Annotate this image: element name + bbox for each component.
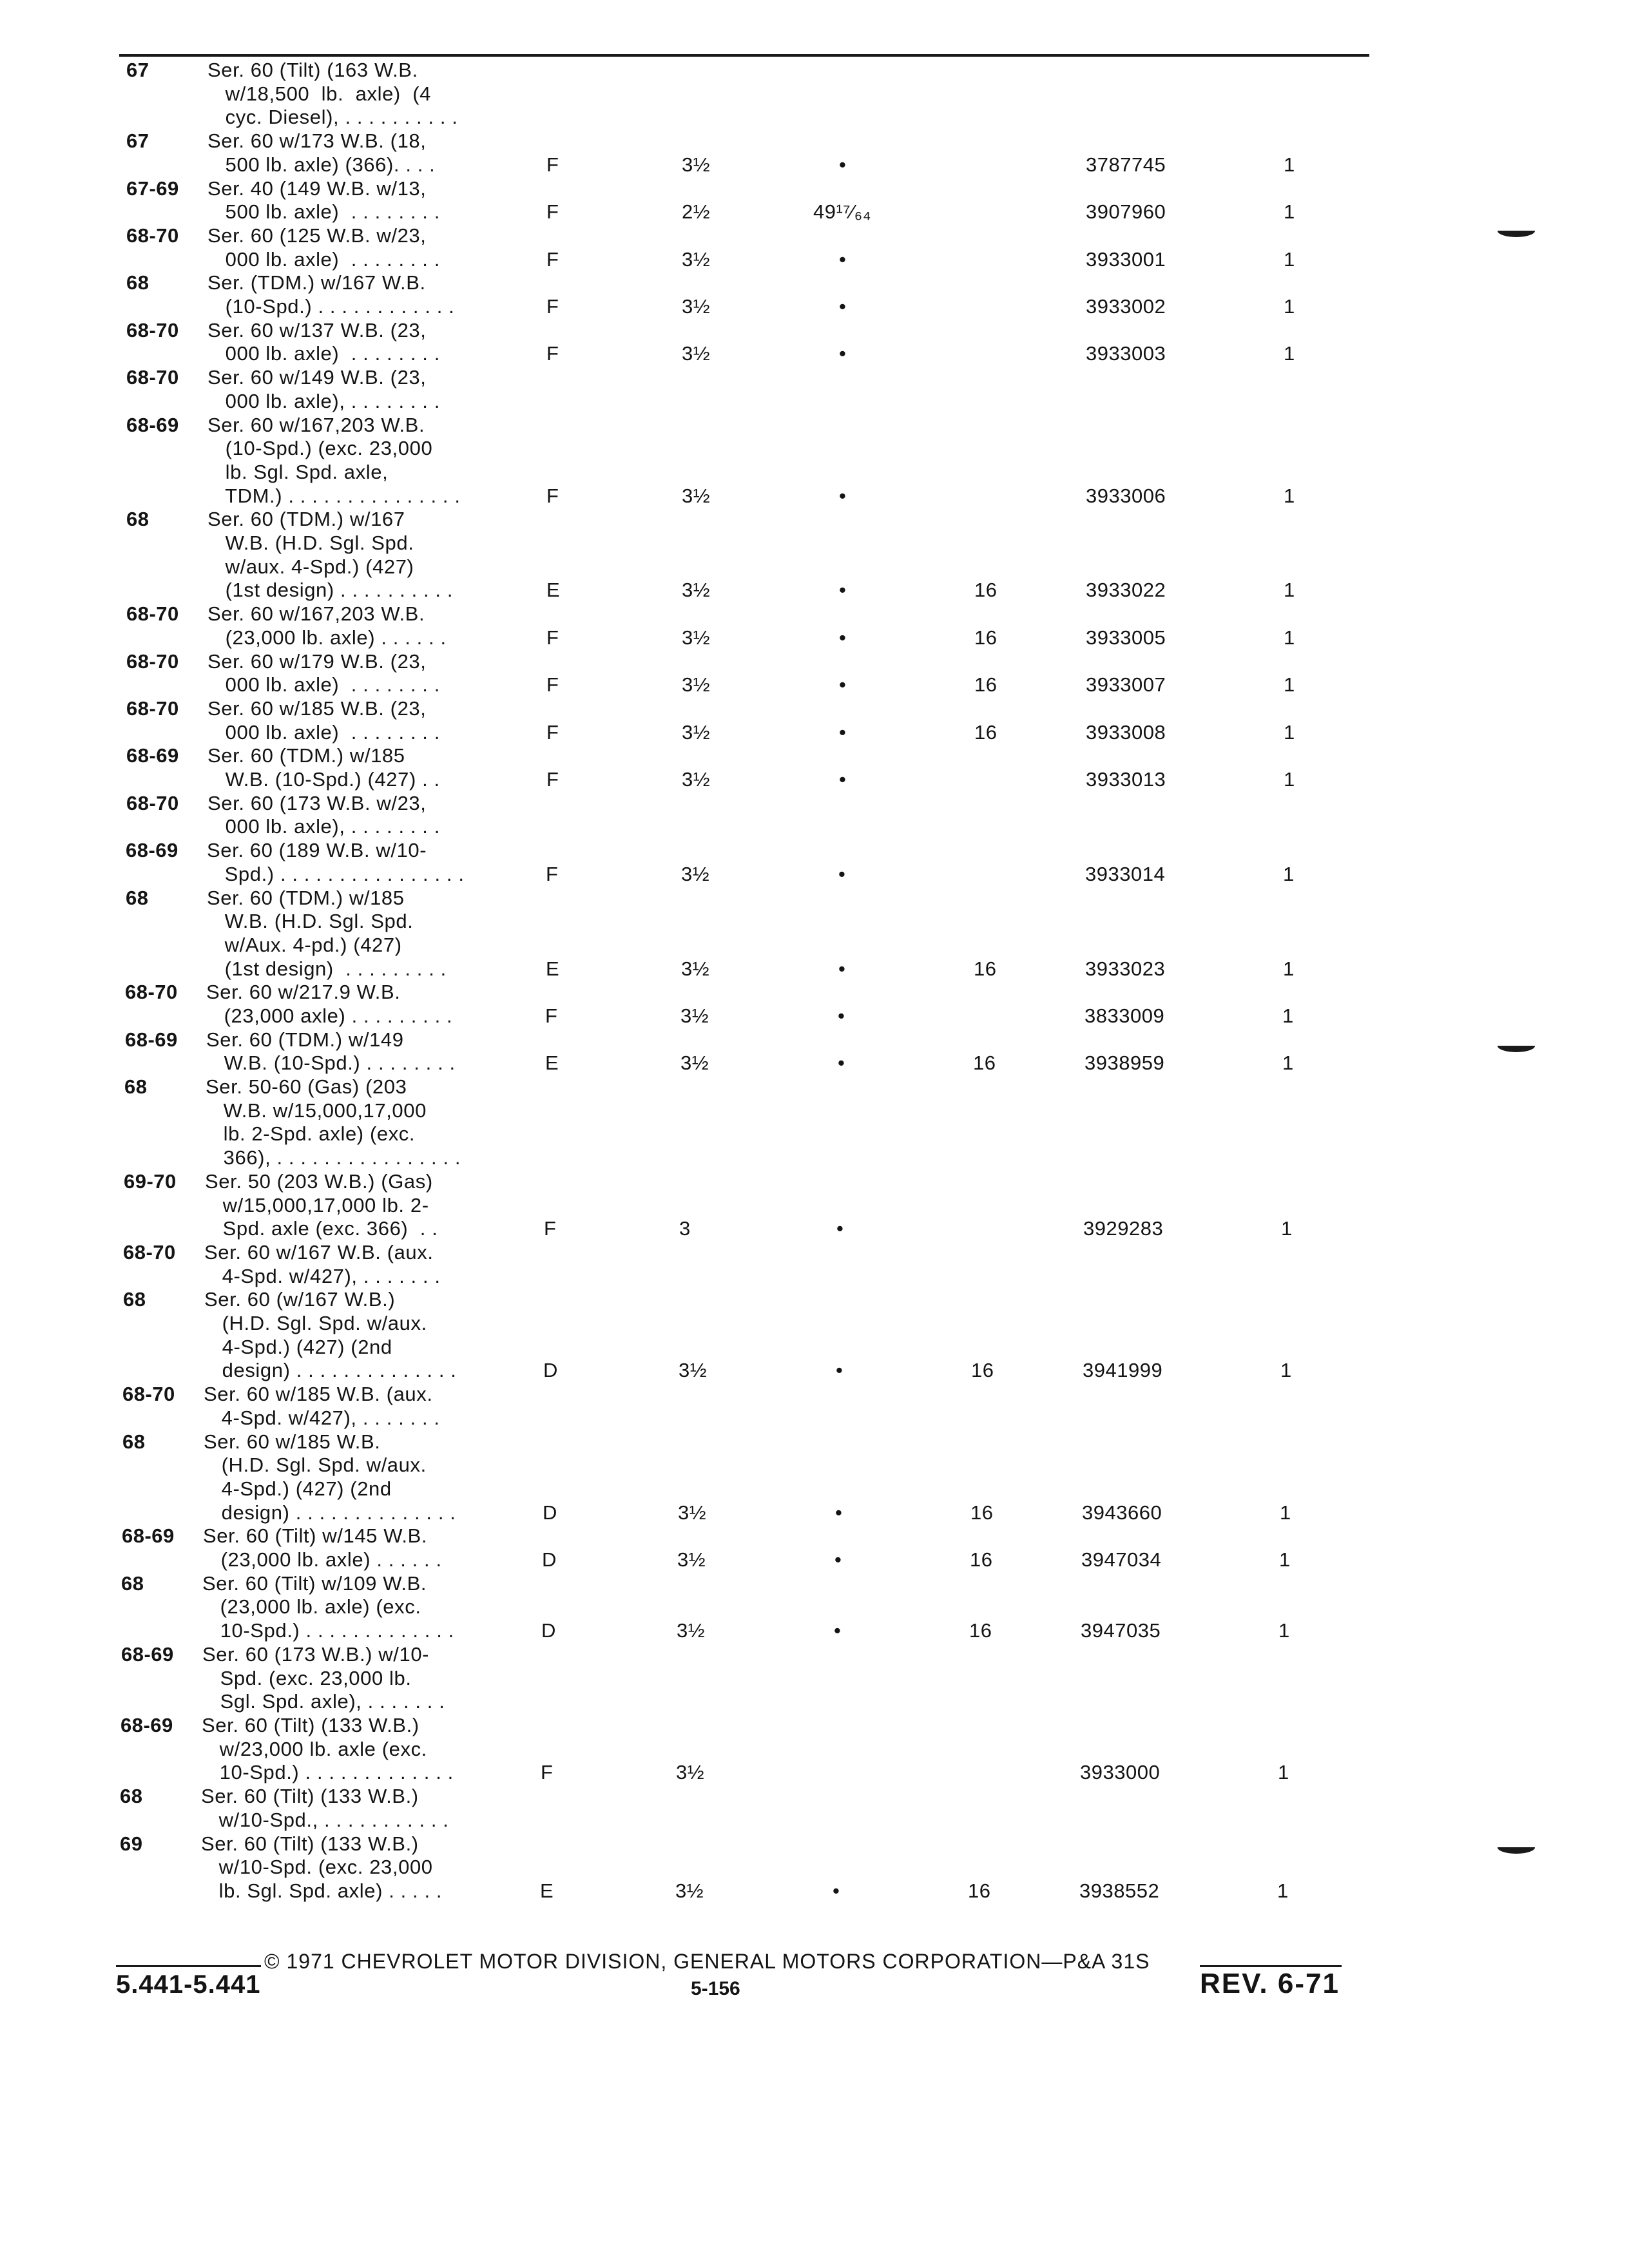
description-line: Ser. 60 (TDM.) w/167 — [207, 508, 405, 531]
description-line: Ser. 60 w/185 W.B. — [204, 1430, 381, 1453]
description-line: W.B. w/15,000,17,000 — [206, 1099, 427, 1122]
model-year: 69-70 — [124, 1169, 177, 1193]
part-number: 3933001 — [1086, 247, 1166, 271]
part-number: 3943660 — [1082, 1501, 1162, 1524]
model-year: 68-69 — [120, 1714, 173, 1736]
gauge-code: F — [546, 720, 559, 744]
quantity: 1 — [1282, 1004, 1294, 1027]
width-value: 3½ — [681, 957, 710, 980]
description-line: 4-Spd.) (427) (2nd — [204, 1477, 392, 1500]
part-number: 3907960 — [1086, 200, 1166, 224]
description-line: Ser. 60 (TDM.) w/185 — [207, 744, 405, 767]
width-value: 3½ — [682, 626, 711, 649]
thickness-value: 16 — [969, 1619, 992, 1642]
dimension-value: • — [838, 957, 846, 980]
width-value: 3½ — [682, 579, 711, 602]
description-line: 4-Spd. w/427), . . . . . . . — [204, 1406, 440, 1429]
width-value: 3½ — [675, 1879, 704, 1902]
model-year: 68-70 — [126, 649, 179, 673]
description-line: w/10-Spd. (exc. 23,000 — [201, 1856, 433, 1879]
gauge-code: E — [545, 1052, 559, 1075]
model-year: 68-70 — [126, 318, 179, 341]
description-line: (23,000 lb. axle) . . . . . . — [203, 1548, 442, 1571]
quantity: 1 — [1280, 1501, 1291, 1524]
margin-mark — [1498, 1847, 1535, 1854]
part-number: 3933000 — [1080, 1761, 1161, 1784]
model-year: 68-69 — [121, 1642, 174, 1666]
part-number: 3933013 — [1086, 767, 1166, 791]
description-line: lb. Sgl. Spd. axle) . . . . . — [201, 1879, 443, 1902]
quantity: 1 — [1277, 1879, 1289, 1902]
quantity: 1 — [1282, 1052, 1294, 1075]
part-number: 3933002 — [1086, 294, 1166, 318]
width-value: 3½ — [680, 1004, 709, 1027]
description-line: Ser. 60 (Tilt) w/145 W.B. — [203, 1524, 428, 1548]
part-number: 3929283 — [1083, 1217, 1164, 1240]
model-year: 68-69 — [126, 839, 178, 862]
description-line: Ser. 60 (125 W.B. w/23, — [207, 224, 427, 247]
dimension-value: • — [839, 673, 847, 697]
gauge-code: F — [545, 1004, 558, 1027]
thickness-value: 16 — [974, 579, 998, 602]
dimension-value: • — [834, 1619, 842, 1642]
description-line: w/10-Spd., . . . . . . . . . . . — [201, 1808, 449, 1831]
margin-mark — [1498, 231, 1535, 237]
description-line: Ser. 60 (Tilt) (133 W.B.) — [201, 1785, 419, 1808]
footer-rule-right — [1200, 1965, 1342, 1967]
description-line: TDM.) . . . . . . . . . . . . . . . — [207, 484, 461, 507]
description-line: Ser. 60 (173 W.B. w/23, — [207, 791, 427, 814]
description-line: 500 lb. axle) (366). . . . — [207, 153, 436, 176]
description-line: Ser. 60 w/185 W.B. (aux. — [204, 1383, 433, 1406]
dimension-value: • — [839, 767, 847, 791]
width-value: 3½ — [682, 767, 711, 791]
description-line: Ser. 60 w/137 W.B. (23, — [207, 318, 427, 341]
description-line: 10-Spd.) . . . . . . . . . . . . . — [202, 1761, 454, 1784]
quantity: 1 — [1284, 247, 1295, 271]
thickness-value: 16 — [974, 626, 998, 649]
description-line: Ser. 60 w/149 W.B. (23, — [207, 366, 427, 389]
gauge-code: F — [546, 153, 559, 176]
footer-rule-left — [116, 1965, 261, 1967]
model-year: 68-69 — [126, 744, 179, 767]
width-value: 3½ — [676, 1761, 705, 1784]
quantity: 1 — [1284, 673, 1295, 697]
model-year: 68 — [126, 271, 149, 294]
width-value: 3 — [679, 1217, 691, 1240]
part-number: 3933022 — [1086, 579, 1166, 602]
model-year: 68-70 — [126, 602, 179, 626]
quantity: 1 — [1283, 862, 1295, 885]
part-number: 3933006 — [1086, 484, 1166, 507]
description-line: 4-Spd. w/427), . . . . . . . — [204, 1264, 441, 1287]
quantity: 1 — [1284, 342, 1295, 365]
top-rule — [119, 54, 1369, 57]
description-line: w/aux. 4-Spd.) (427) — [207, 555, 414, 578]
description-line: Ser. 60 w/167 W.B. (aux. — [204, 1241, 434, 1264]
description-line: W.B. (H.D. Sgl. Spd. — [207, 531, 414, 554]
dimension-value: • — [839, 720, 847, 744]
quantity: 1 — [1284, 626, 1295, 649]
gauge-code: D — [542, 1548, 557, 1571]
part-number: 3933023 — [1085, 957, 1166, 980]
width-value: 3½ — [682, 484, 711, 507]
model-year: 68-69 — [125, 1028, 178, 1051]
dimension-value: • — [836, 1359, 843, 1382]
model-year: 68 — [126, 508, 149, 531]
model-year: 68-70 — [126, 791, 179, 814]
gauge-code: F — [546, 294, 559, 318]
description-line: Ser. 50-60 (Gas) (203 — [206, 1075, 407, 1099]
width-value: 3½ — [682, 153, 711, 176]
model-year: 68 — [120, 1785, 143, 1808]
description-line: (H.D. Sgl. Spd. w/aux. — [204, 1454, 427, 1477]
quantity: 1 — [1279, 1548, 1291, 1571]
dimension-value: • — [839, 484, 847, 507]
thickness-value: 16 — [973, 1052, 996, 1075]
description-line: Spd. (exc. 23,000 lb. — [202, 1666, 412, 1689]
description-line: Ser. 40 (149 W.B. w/13, — [207, 177, 427, 200]
description-line: 000 lb. axle), . . . . . . . . — [207, 389, 440, 412]
description-line: (10-Spd.) . . . . . . . . . . . . — [207, 294, 455, 318]
description-line: lb. Sgl. Spd. axle, — [207, 460, 389, 483]
gauge-code: F — [546, 484, 559, 507]
part-number: 3787745 — [1086, 153, 1166, 176]
part-number: 3933005 — [1086, 626, 1166, 649]
description-line: Ser. 60 (w/167 W.B.) — [204, 1288, 396, 1311]
gauge-code: F — [546, 342, 559, 365]
model-year: 68 — [124, 1075, 148, 1099]
description-line: Ser. 60 w/179 W.B. (23, — [207, 649, 427, 673]
width-value: 3½ — [680, 1052, 709, 1075]
description-line: Ser. 60 w/167,203 W.B. — [207, 413, 425, 436]
thickness-value: 16 — [974, 720, 998, 744]
width-value: 3½ — [682, 294, 711, 318]
width-value: 3½ — [682, 342, 711, 365]
description-line: 4-Spd.) (427) (2nd — [204, 1335, 392, 1358]
thickness-value: 16 — [970, 1501, 994, 1524]
quantity: 1 — [1280, 1359, 1292, 1382]
part-number: 3938959 — [1084, 1052, 1165, 1075]
gauge-code: D — [543, 1501, 557, 1524]
description-line: Ser. (TDM.) w/167 W.B. — [207, 271, 426, 294]
description-line: 500 lb. axle) . . . . . . . . — [207, 200, 440, 224]
quantity: 1 — [1284, 720, 1295, 744]
width-value: 3½ — [678, 1501, 707, 1524]
thickness-value: 16 — [968, 1879, 991, 1902]
dimension-value: • — [836, 1217, 844, 1240]
description-line: W.B. (10-Spd.) . . . . . . . . — [206, 1052, 456, 1075]
model-year: 68 — [122, 1430, 146, 1453]
description-line: Spd.) . . . . . . . . . . . . . . . . — [207, 862, 465, 885]
model-year: 67 — [126, 59, 149, 81]
description-line: lb. 2-Spd. axle) (exc. — [206, 1122, 416, 1146]
model-year: 68-70 — [126, 224, 179, 247]
description-line: 000 lb. axle) . . . . . . . . — [207, 247, 440, 271]
description-line: design) . . . . . . . . . . . . . . — [204, 1501, 456, 1524]
description-line: Sgl. Spd. axle), . . . . . . . — [202, 1690, 445, 1713]
footer-page-number: 5-156 — [691, 1978, 740, 1999]
part-number: 3933003 — [1086, 342, 1166, 365]
description-line: w/18,500 lb. axle) (4 — [207, 82, 432, 105]
margin-mark — [1498, 1046, 1535, 1052]
description-line: (H.D. Sgl. Spd. w/aux. — [204, 1312, 427, 1335]
gauge-code: F — [546, 767, 559, 791]
description-line: Ser. 60 w/185 W.B. (23, — [207, 697, 427, 720]
gauge-code: D — [541, 1619, 556, 1642]
gauge-code: F — [541, 1761, 554, 1784]
description-line: w/Aux. 4-pd.) (427) — [207, 933, 402, 956]
quantity: 1 — [1284, 200, 1295, 224]
footer-revision: REV. 6-71 — [1200, 1968, 1340, 1999]
gauge-code: E — [546, 579, 561, 602]
part-number: 3933007 — [1086, 673, 1166, 697]
gauge-code: F — [544, 1217, 557, 1240]
gauge-code: F — [546, 862, 559, 885]
part-number: 3933008 — [1086, 720, 1166, 744]
gauge-code: F — [546, 626, 559, 649]
part-number: 3947035 — [1081, 1619, 1161, 1642]
model-year: 68-70 — [122, 1383, 175, 1406]
description-line: 10-Spd.) . . . . . . . . . . . . . — [202, 1619, 454, 1642]
model-year: 68 — [126, 886, 149, 909]
dimension-value: • — [835, 1501, 843, 1524]
description-line: 000 lb. axle) . . . . . . . . — [207, 673, 440, 697]
description-line: Ser. 60 w/173 W.B. (18, — [207, 130, 427, 153]
quantity: 1 — [1278, 1761, 1289, 1784]
model-year: 68-70 — [125, 981, 178, 1004]
part-number: 3933014 — [1085, 862, 1166, 885]
width-value: 2½ — [682, 200, 711, 224]
quantity: 1 — [1281, 1217, 1293, 1240]
description-line: Spd. axle (exc. 366) . . — [205, 1217, 438, 1240]
description-line: Ser. 60 w/217.9 W.B. — [206, 981, 401, 1004]
width-value: 3½ — [679, 1359, 708, 1382]
width-value: 3½ — [677, 1619, 706, 1642]
dimension-value: • — [833, 1879, 840, 1902]
model-year: 68-69 — [122, 1524, 175, 1548]
model-year: 67 — [126, 130, 149, 153]
quantity: 1 — [1283, 957, 1295, 980]
dimension-value: • — [839, 342, 847, 365]
description-line: cyc. Diesel), . . . . . . . . . . — [207, 106, 458, 129]
dimension-value: • — [838, 1004, 845, 1027]
description-line: 000 lb. axle), . . . . . . . . — [207, 815, 440, 838]
dimension-value: • — [839, 294, 847, 318]
dimension-value: 49¹⁷⁄₆₄ — [813, 200, 871, 224]
thickness-value: 16 — [974, 673, 998, 697]
description-line: W.B. (10-Spd.) (427) . . — [207, 767, 440, 791]
part-number: 3938552 — [1079, 1879, 1160, 1902]
description-line: 000 lb. axle) . . . . . . . . — [207, 342, 440, 365]
dimension-value: • — [838, 862, 846, 885]
part-number: 3941999 — [1083, 1359, 1163, 1382]
description-line: (1st design) . . . . . . . . . — [207, 957, 447, 980]
description-line: W.B. (H.D. Sgl. Spd. — [207, 910, 414, 933]
model-year: 68-70 — [126, 366, 179, 389]
dimension-value: • — [839, 579, 847, 602]
footer-copyright: © 1971 CHEVROLET MOTOR DIVISION, GENERAL MOTORS CORPORATION—P&A 31S — [264, 1950, 1150, 1973]
description-line: Ser. 50 (203 W.B.) (Gas) — [205, 1169, 433, 1193]
part-number: 3947034 — [1081, 1548, 1162, 1571]
description-line: (23,000 axle) . . . . . . . . . — [206, 1004, 453, 1027]
model-year: 68-70 — [123, 1241, 176, 1264]
dimension-value: • — [839, 153, 847, 176]
gauge-code: F — [546, 200, 559, 224]
quantity: 1 — [1284, 153, 1295, 176]
gauge-code: E — [546, 957, 560, 980]
description-line: 000 lb. axle) . . . . . . . . — [207, 720, 440, 744]
model-year: 68 — [123, 1288, 146, 1311]
description-line: Ser. 60 w/167,203 W.B. — [207, 602, 425, 626]
quantity: 1 — [1284, 767, 1295, 791]
gauge-code: E — [540, 1879, 554, 1902]
dimension-value: • — [839, 626, 847, 649]
dimension-value: • — [834, 1548, 842, 1571]
description-line: w/23,000 lb. axle (exc. — [202, 1737, 427, 1760]
description-line: Ser. 60 (189 W.B. w/10- — [207, 839, 427, 862]
model-year: 68-69 — [126, 413, 179, 436]
gauge-code: F — [546, 247, 559, 271]
description-line: Ser. 60 (Tilt) w/109 W.B. — [202, 1571, 427, 1595]
model-year: 69 — [120, 1832, 143, 1855]
quantity: 1 — [1284, 294, 1295, 318]
model-year: 68-70 — [126, 697, 179, 720]
quantity: 1 — [1278, 1619, 1290, 1642]
quantity: 1 — [1284, 579, 1295, 602]
description-line: w/15,000,17,000 lb. 2- — [205, 1193, 429, 1216]
description-line: Ser. 60 (173 W.B.) w/10- — [202, 1642, 430, 1666]
dimension-value: • — [838, 1052, 845, 1075]
description-line: Ser. 60 (Tilt) (133 W.B.) — [201, 1832, 419, 1855]
description-line: Ser. 60 (Tilt) (133 W.B.) — [202, 1714, 419, 1736]
gauge-code: D — [543, 1359, 558, 1382]
width-value: 3½ — [682, 247, 711, 271]
description-line: 366), . . . . . . . . . . . . . . . . — [206, 1146, 461, 1169]
gauge-code: F — [546, 673, 559, 697]
thickness-value: 16 — [971, 1359, 994, 1382]
thickness-value: 16 — [970, 1548, 993, 1571]
width-value: 3½ — [677, 1548, 706, 1571]
model-year: 68 — [121, 1571, 144, 1595]
dimension-value: • — [839, 247, 847, 271]
width-value: 3½ — [682, 673, 711, 697]
description-line: (10-Spd.) (exc. 23,000 — [207, 437, 433, 460]
model-year: 67-69 — [126, 177, 179, 200]
width-value: 3½ — [682, 720, 711, 744]
description-line: (23,000 lb. axle) . . . . . . — [207, 626, 447, 649]
footer-section-number: 5.441-5.441 — [116, 1970, 261, 1999]
description-line: design) . . . . . . . . . . . . . . — [204, 1359, 457, 1382]
part-number: 3833009 — [1084, 1004, 1165, 1027]
quantity: 1 — [1284, 484, 1295, 507]
thickness-value: 16 — [974, 957, 997, 980]
description-line: (1st design) . . . . . . . . . . — [207, 579, 454, 602]
description-line: Ser. 60 (TDM.) w/149 — [206, 1028, 404, 1051]
description-line: Ser. 60 (Tilt) (163 W.B. — [207, 59, 418, 81]
description-line: Ser. 60 (TDM.) w/185 — [207, 886, 405, 909]
width-value: 3½ — [681, 862, 710, 885]
description-line: (23,000 lb. axle) (exc. — [202, 1595, 421, 1619]
